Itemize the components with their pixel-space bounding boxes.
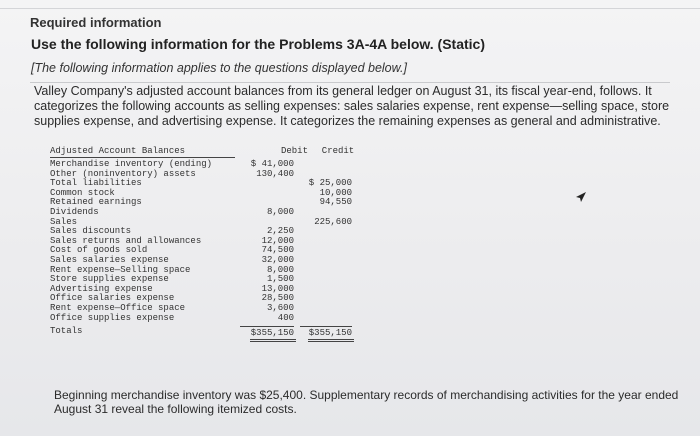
ledger-row <box>50 293 360 303</box>
account-name: Rent expense—Office space <box>50 303 186 313</box>
total-credit: $355,150 <box>300 326 352 338</box>
debit-value: 3,600 <box>266 303 294 313</box>
ledger-row <box>50 236 360 246</box>
debit-value: 8,000 <box>266 264 294 275</box>
ledger-row <box>50 303 360 313</box>
required-information-heading: Required information <box>30 15 162 30</box>
ledger-row <box>50 188 360 198</box>
account-name: Office salaries expense <box>50 293 175 304</box>
account-name: Cost of goods sold <box>50 245 148 256</box>
section-divider <box>30 82 670 83</box>
credit-value: 225,600 <box>314 216 352 227</box>
total-debit: $355,150 <box>240 326 294 338</box>
ledger-debit-header: Debit <box>280 146 308 156</box>
debit-value: 400 <box>277 312 294 323</box>
debit-value: 32,000 <box>261 255 294 265</box>
debit-value: 13,000 <box>261 283 294 294</box>
account-name: Sales discounts <box>50 226 132 237</box>
mouse-cursor-icon <box>576 192 586 202</box>
debit-value: 130,400 <box>256 168 294 179</box>
account-name: Other (noninventory) assets <box>50 168 196 179</box>
account-name: Sales returns and allowances <box>50 235 202 246</box>
ledger-row <box>50 255 360 265</box>
debit-value: 1,500 <box>266 274 294 285</box>
ledger-row <box>50 274 360 284</box>
ledger-row <box>50 159 360 169</box>
ledger-row <box>50 217 360 227</box>
footer-paragraph: Beginning merchandise inventory was $25,400. Supplementary records of merchandising activities for the year ended August 31 reveal the following itemized costs. <box>54 388 679 416</box>
ledger-row <box>50 169 360 179</box>
credit-value: 10,000 <box>319 187 352 198</box>
credit-double-underline <box>308 339 354 342</box>
account-name: Office supplies expense <box>50 312 175 323</box>
account-name: Advertising expense <box>50 283 153 294</box>
ledger-row <box>50 197 360 207</box>
account-name: Sales salaries expense <box>50 255 169 265</box>
ledger-row <box>50 265 360 275</box>
debit-value: $ 41,000 <box>250 159 294 169</box>
credit-value: $ 25,000 <box>308 178 352 189</box>
account-name: Common stock <box>50 187 115 198</box>
account-name: Store supplies expense <box>50 274 169 285</box>
ledger-row <box>50 313 360 323</box>
debit-double-underline <box>250 339 296 342</box>
account-name: Dividends <box>50 207 99 217</box>
applies-note: [The following information applies to the questions displayed below.] <box>31 61 407 75</box>
top-divider <box>0 8 700 9</box>
ledger-row <box>50 178 360 188</box>
account-name: Rent expense—Selling space <box>50 264 191 275</box>
ledger-label-header: Adjusted Account Balances <box>50 146 235 158</box>
debit-value: 2,250 <box>266 226 294 237</box>
ledger-credit-header: Credit <box>321 146 355 156</box>
totals-label: Totals <box>50 326 83 337</box>
ledger-row <box>50 207 360 217</box>
debit-value: 28,500 <box>261 293 294 304</box>
ledger-totals-row <box>50 326 360 339</box>
debit-value: 8,000 <box>266 207 294 217</box>
debit-value: 12,000 <box>261 235 294 246</box>
intro-paragraph: Valley Company's adjusted account balances from its general ledger on August 31, its fiscal year-end, follows. It categorizes the following accounts as selling expenses: sales salaries expense, rent expense—selling space, store supplies expense, and advertising expense. It categorizes the remaining expenses as general and administrative. <box>34 84 670 128</box>
ledger-row <box>50 226 360 236</box>
account-name: Merchandise inventory (ending) <box>50 159 213 169</box>
problem-title: Use the following information for the Problems 3A-4A below. (Static) <box>31 36 485 52</box>
credit-value: 94,550 <box>319 197 352 208</box>
account-name: Sales <box>50 216 78 227</box>
account-name: Total liabilities <box>50 178 142 189</box>
debit-value: 74,500 <box>261 245 294 256</box>
ledger-row <box>50 245 360 255</box>
ledger-row <box>50 284 360 294</box>
account-name: Retained earnings <box>50 197 142 208</box>
